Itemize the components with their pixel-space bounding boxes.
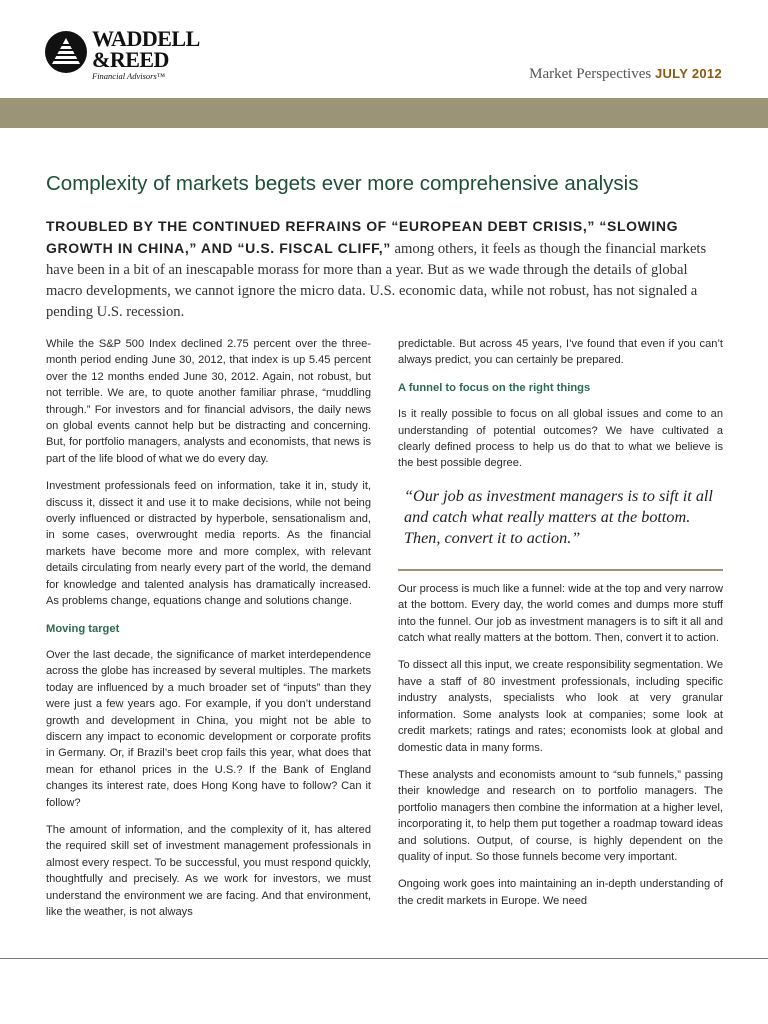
header-band [0, 98, 768, 128]
right-paragraph-1: predictable. But across 45 years, I’ve found that even if you can’t always predict, you can certainly be prepared. [398, 338, 723, 367]
pull-quote: “Our job as investment managers is to sift it all and catch what really matters at the bottom. Then, convert it to action.” [404, 486, 713, 547]
right-paragraph-2: Is it really possible to focus on all global issues and come to an understanding of potential outcomes? We have cultivated a clearly defined process to help us do that to what we believe is the best possible degree. [398, 408, 723, 470]
logo-wordmark-line2: &REED [92, 47, 169, 72]
right-paragraph-5: These analysts and economists amount to “sub funnels,” passing their knowledge and research on to portfolio managers. The portfolio managers then combine the information at a higher level, incorporating it, to help them put together a roadmap toward ideas and solutions. Output, of course, is highly dependent on the quality of input. So those funnels become very important. [398, 768, 723, 863]
section-heading-funnel: A funnel to focus on the right things [398, 381, 591, 394]
logo-wordmark-line1: WADDELL [92, 26, 200, 51]
left-paragraph-2: Investment professionals feed on information, take it in, study it, discuss it, dissect it and use it to make decisions, while not being overly influenced or distracted by hyperbole, sensationalism and, in some cases, overwrought media reports. As the financial markets have become more and more complex, with relevant details circulating from nearly every part of the world, the demand for knowledge and talented analysis has dramatically increased. As problems change, equations change and solutions change. [46, 480, 371, 608]
left-column [46, 336, 371, 931]
right-paragraph-3: Our process is much like a funnel: wide at the top and very narrow at the bottom. Every day, the world comes and dumps more stuff into the funnel. Our job as investment managers is to sift it all and catch what really matters at the bottom. Then, convert it to action. [398, 582, 723, 645]
publication-masthead [529, 66, 722, 83]
article-lead [46, 216, 726, 323]
left-paragraph-4: The amount of information, and the complexity of it, has altered the required skill set of investment management professionals in almost every respect. To be successful, you must respond quickly, thoughtfully and precisely. As we work for investors, we must understand the environment we are facing. And that environment, like the weather, is not always [46, 823, 371, 918]
right-paragraph-4: To dissect all this input, we create responsibility segmentation. We have a staff of 80 investment professionals, including specific industry analysts, specialists who look at very granular information. Some analysts look at companies; some look at credit markets; ratings and rates; economists look at global and domestic data in many forms. [398, 659, 723, 754]
pyramid-logo-icon [44, 30, 88, 74]
issue-date: JULY 2012 [654, 66, 722, 81]
article-title: Complexity of markets begets ever more comprehensive analysis [46, 172, 639, 195]
pull-quote-rule [398, 569, 723, 571]
left-paragraph-1: While the S&P 500 Index declined 2.75 percent over the three-month period ending June 30, 2012, that index is up 5.45 percent over the 12 months ended June 30, 2012. Again, not robust, but not terrible. We are, to quote another familiar phrase, “muddling through.” For investors and for financial advisors, the daily news on global events cannot help but be distracting and concerning. But, for portfolio managers, analysts and economists, that news is part of the life blood of what we do every day. [46, 338, 371, 465]
lead-caps-text: TROUBLED BY THE CONTINUED REFRAINS OF “EUROPEAN DEBT CRISIS,” “SLOWING GROWTH IN CHINA,” AND “U.S. FISCAL CLIFF,” [46, 218, 679, 256]
logo [44, 26, 200, 84]
right-column [398, 336, 723, 920]
lead-body-text: among others, it feels as though the financial markets have been in a bit of an inescapable morass for more than a year. But as we wade through the details of global macro developments, we cannot ignore the micro data. U.S. economic data, while not robust, has not signaled a pending U.S. recession. [46, 241, 707, 320]
section-heading-moving-target: Moving target [46, 622, 120, 635]
left-paragraph-3: Over the last decade, the significance of market interdependence across the globe has increased by several multiples. The markets today are influenced by a much broader set of “inputs” than they were just a few years ago. For example, if you don’t understand growth and development in China, you might not be able to discern any impact to economic development or corporate profits in Germany. Or, if Brazil’s beet crop fails this year, what does that mean for ethanol prices in the U.S.? If the Bank of England changes its interest rate, does Hong Kong have to follow? Can it follow? [46, 648, 371, 809]
right-paragraph-6: Ongoing work goes into maintaining an in-depth understanding of the credit markets in Europe. We need [398, 878, 723, 907]
publication-name: Market Perspectives [529, 66, 652, 82]
logo-tagline: Financial Advisors™ [92, 71, 166, 81]
footer-rule [0, 958, 768, 959]
